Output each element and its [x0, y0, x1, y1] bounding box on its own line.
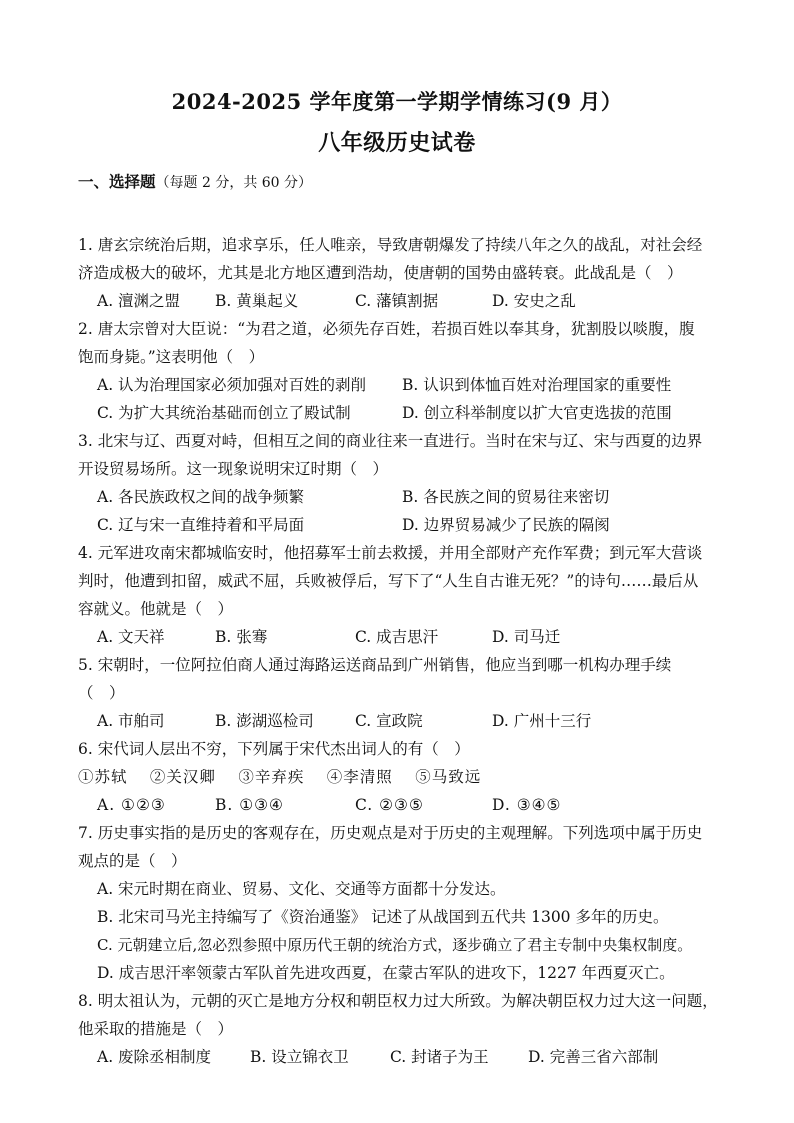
question-8-line-1: 8. 明太祖认为，元朝的灭亡是地方分权和朝臣权力过大所致。为解决朝臣权力过大这一问题， [78, 992, 718, 1010]
question-5-option-d: D. 广州十三行 [492, 712, 592, 730]
question-8-option-d: D. 完善三省六部制 [528, 1048, 659, 1066]
question-5-option-a: A. 市舶司 [97, 712, 165, 730]
question-1-option-d: D. 安史之乱 [492, 292, 576, 310]
question-4-line-3: 容就义。他就是（ ） [78, 600, 234, 618]
question-8-option-c: C. 封诸子为王 [390, 1048, 489, 1066]
question-1-line-1: 1. 唐玄宗统治后期，追求享乐，任人唯亲，导致唐朝爆发了持续八年之久的战乱，对社会经 [78, 236, 703, 254]
question-2-line-2: 饱而身毙。”这表明他（ ） [78, 348, 265, 366]
question-3-line-2: 开设贸易场所。这一现象说明宋辽时期（ ） [78, 460, 389, 478]
question-6-items: ①苏轼 ②关汉卿 ③辛弃疾 ④李清照 ⑤马致远 [78, 768, 482, 786]
question-1-option-b: B. 黄巢起义 [215, 292, 299, 310]
question-2-option-b: B. 认识到体恤百姓对治理国家的重要性 [402, 376, 672, 394]
question-8-option-a: A. 废除丞相制度 [97, 1048, 212, 1066]
question-5-option-b: B. 澎湖巡检司 [215, 712, 314, 730]
question-4-line-1: 4. 元军进攻南宋都城临安时，他招募军士前去救援，并用全部财产充作军费；到元军大营谈 [78, 544, 703, 562]
question-7-option-b: B. 北宋司马光主持编写了《资治通鉴》 记述了从战国到五代共 1300 多年的历史。 [97, 908, 669, 926]
section-label: 一、选择题 [78, 172, 156, 191]
question-4-option-b: B. 张骞 [215, 628, 268, 646]
question-3-option-c: C. 辽与宋一直维持着和平局面 [97, 516, 305, 534]
question-3-option-a: A. 各民族政权之间的战争频繁 [97, 488, 305, 506]
section-note: （每题 2 分，共 60 分） [155, 175, 313, 191]
question-3-option-b: B. 各民族之间的贸易往来密切 [402, 488, 610, 506]
question-2-line-1: 2. 唐太宗曾对大臣说：“为君之道，必须先存百姓，若损百姓以奉其身，犹割股以啖腹，腹 [78, 320, 695, 338]
question-7-option-c: C. 元朝建立后,忽必烈参照中原历代王朝的统治方式，逐步确立了君主专制中央集权制度。 [97, 936, 693, 954]
question-6-option-d: D. ③④⑤ [492, 796, 562, 814]
question-4-option-a: A. 文天祥 [97, 628, 165, 646]
question-6-option-c: C. ②③⑤ [355, 796, 424, 814]
question-8-option-b: B. 设立锦衣卫 [250, 1048, 349, 1066]
question-6-option-b: B. ①③④ [215, 796, 284, 814]
question-1-option-a: A. 澶渊之盟 [97, 292, 181, 310]
question-3-option-d: D. 边界贸易减少了民族的隔阂 [402, 516, 610, 534]
question-4-option-d: D. 司马迁 [492, 628, 561, 646]
question-6-option-a: A. ①②③ [97, 796, 166, 814]
question-7-line-1: 7. 历史事实指的是历史的客观存在，历史观点是对于历史的主观理解。下列选项中属于历史 [78, 824, 703, 842]
question-1-option-c: C. 藩镇割据 [355, 292, 439, 310]
section-heading [78, 170, 312, 192]
question-5-line-1: 5. 宋朝时，一位阿拉伯商人通过海路运送商品到广州销售，他应当到哪一机构办理手续 [78, 656, 672, 674]
exam-subtitle: 八年级历史试卷 [318, 130, 476, 156]
question-1-line-2: 济造成极大的破坏，尤其是北方地区遭到浩劫，使唐朝的国势由盛转衰。此战乱是（ ） [78, 264, 683, 282]
question-4-option-c: C. 成吉思汗 [355, 628, 439, 646]
question-5-option-c: C. 宣政院 [355, 712, 423, 730]
question-2-option-a: A. 认为治理国家必须加强对百姓的剥削 [97, 376, 367, 394]
question-4-line-2: 判时，他遭到扣留，威武不屈，兵败被俘后，写下了“人生自古谁无死？”的诗句……最后从 [78, 572, 699, 590]
question-6-line-1: 6. 宋代词人层出不穷，下列属于宋代杰出词人的有（ ） [78, 740, 470, 758]
question-2-option-c: C. 为扩大其统治基础而创立了殿试制 [97, 404, 351, 422]
question-2-option-d: D. 创立科举制度以扩大官吏选拔的范围 [402, 404, 672, 422]
question-7-line-2: 观点的是（ ） [78, 852, 187, 870]
exam-title: 2024-2025 学年度第一学期学情练习(9 月） [171, 89, 623, 114]
question-7-option-a: A. 宋元时期在商业、贸易、文化、交通等方面都十分发达。 [97, 880, 506, 898]
question-8-line-2: 他采取的措施是（ ） [78, 1020, 234, 1038]
question-5-line-2: （ ） [78, 684, 125, 702]
question-7-option-d: D. 成吉思汗率领蒙古军队首先进攻西夏，在蒙古军队的进攻下，1227 年西夏灭亡。 [97, 964, 675, 982]
question-3-line-1: 3. 北宋与辽、西夏对峙，但相互之间的商业往来一直进行。当时在宋与辽、宋与西夏的边界 [78, 432, 703, 450]
